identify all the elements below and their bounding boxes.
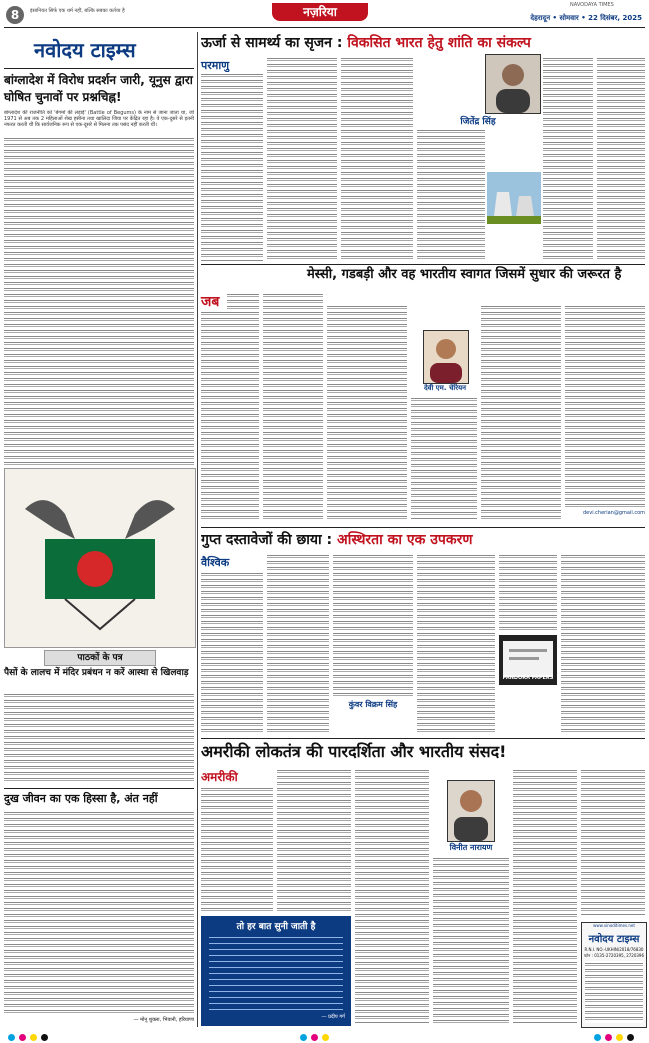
left-column — [4, 30, 194, 1030]
middle-story — [201, 266, 645, 526]
middle-email[interactable]: devi.cherian@gmail.com — [582, 510, 645, 516]
secret-col4 — [417, 553, 495, 735]
imprint-website[interactable]: www.vinoditimes.net — [593, 923, 635, 928]
bottom-author-photo — [447, 780, 495, 842]
secret-col1 — [201, 571, 263, 735]
secret-story — [201, 529, 645, 737]
bottom-drop-word: अमरीकी — [201, 770, 238, 784]
letters-banner: पाठकों के पत्र — [44, 650, 156, 666]
secret-headline-part2: अस्थिरता का एक उपकरण — [337, 532, 473, 548]
bottom-col4 — [433, 856, 509, 1024]
secret-col5 — [499, 553, 557, 633]
middle-col6 — [565, 304, 645, 508]
brand-rule — [4, 68, 194, 69]
top-col5 — [543, 56, 593, 262]
bottom-story — [201, 740, 645, 1030]
top-story — [201, 32, 645, 264]
color-dot — [616, 1034, 623, 1041]
left-body-text — [4, 136, 194, 466]
imprint-lines — [585, 961, 643, 1023]
color-dot — [8, 1034, 15, 1041]
rule-secret — [201, 738, 645, 739]
secret-subhead: कुंवर विक्रम सिंह — [348, 700, 398, 709]
middle-col3 — [327, 304, 407, 520]
color-dot — [311, 1034, 318, 1041]
secret-col6 — [561, 553, 645, 735]
letter1-body — [4, 692, 194, 784]
page-number-badge: 8 — [6, 6, 24, 24]
tear-line — [65, 599, 135, 629]
secret-col3 — [333, 553, 413, 697]
rule-top — [201, 264, 645, 265]
masthead-small: NAVODAYA TIMES — [570, 2, 614, 8]
header-rule — [4, 27, 645, 28]
bottom-col3 — [355, 768, 429, 1024]
bottom-col5 — [513, 768, 577, 1024]
imprint-brand: नवोदय टाइम्स — [588, 934, 640, 945]
color-dot — [19, 1034, 26, 1041]
pandora-caption: PANDORA PAPERS — [502, 675, 554, 681]
nuclear-plant-image — [487, 172, 541, 224]
letter2-heading: दुख जीवन का एक हिस्सा है, अंत नहीं — [4, 792, 158, 805]
poem-lines — [209, 934, 343, 1012]
secret-col2 — [267, 553, 329, 735]
top-author: जितेंद्र सिंह — [460, 117, 496, 127]
left-headline: बांग्लादेश में विरोध प्रदर्शन जारी, यूनुस द्वारा घोषित चुनावों पर प्रश्नचिह्न! — [4, 73, 193, 104]
middle-col1 — [201, 310, 259, 520]
rule-middle — [201, 527, 645, 528]
top-drop-word: परमाणु — [201, 59, 230, 72]
middle-author: देवी एम. चेरियन — [423, 384, 467, 392]
cartoon-illustration — [4, 468, 196, 648]
bottom-headline: अमरीकी लोकतंत्र की पारदर्शिता और भारतीय संसद! — [201, 742, 507, 761]
top-col4 — [417, 128, 485, 262]
top-quote: इंसानियत सिर्फ एक धर्म नहीं, बल्कि सबका कर्तव्य है — [30, 8, 125, 14]
top-headline-part1: ऊर्जा से सामर्थ्य का सृजन : — [201, 35, 343, 51]
author-photo — [485, 54, 541, 114]
color-dot — [605, 1034, 612, 1041]
letter-rule — [4, 788, 194, 789]
edition-line: देहरादून • सोमवार • 22 दिसंबर, 2025 — [530, 14, 642, 22]
footer-color-bar — [0, 1032, 649, 1043]
bottom-col2 — [277, 768, 351, 914]
top-col3 — [341, 56, 413, 262]
imprint-reg: R.N.I. NO.-UKHIN/2018/76830 — [584, 947, 644, 952]
middle-col4 — [411, 396, 477, 520]
poem-title: तो हर बात सुनी जाती है — [236, 922, 316, 932]
secret-headline-part1: गुप्त दस्तावेजों की छाया : — [201, 532, 333, 548]
cartoon-svg — [5, 469, 195, 647]
secret-headline — [201, 531, 645, 549]
top-col2 — [267, 56, 337, 262]
color-dot — [30, 1034, 37, 1041]
hand-right — [125, 500, 175, 539]
brand-logo: नवोदय टाइम्स — [34, 38, 136, 62]
color-dot — [300, 1034, 307, 1041]
color-dots-left — [8, 1034, 48, 1041]
section-title-banner: नज़रिया — [272, 3, 368, 21]
imprint-box — [581, 922, 647, 1028]
top-story-headline — [201, 34, 645, 52]
bottom-author: विनीत नारायण — [449, 843, 493, 852]
top-headline-part2: विकसित भारत हेतु शांति का संकल्प — [347, 35, 531, 51]
poem-signature: — प्रदीप गर्ग — [321, 1014, 345, 1020]
middle-col2 — [263, 292, 323, 520]
column-divider — [197, 32, 198, 1027]
left-lead: बांग्लादेश की राजनीति को 'बेगमों की लड़ाई' (Battle of Begums) के नाम से जाना जाता था, जो 1971 से अब तक 2 महिलाओं शेख हसीना तथा खालिदा जिया पर केंद्रित रहा है। वे एक-दूसरे से इतनी नफरत करती थीं कि सार्वजनिक रूप से एक-दूसरे से मिलना तक पसंद नहीं करती थीं। — [4, 110, 194, 128]
hand-left — [25, 500, 75, 539]
top-col6 — [597, 56, 645, 262]
page-header — [0, 0, 649, 30]
middle-col1b — [227, 292, 259, 310]
color-dot — [322, 1034, 329, 1041]
flag-disc — [77, 551, 113, 587]
color-dot — [627, 1034, 634, 1041]
letter1-heading: पैसों के लालच में मंदिर प्रबंधन न करें आस्था से खिलवाड़ — [4, 668, 189, 678]
bottom-col6 — [581, 768, 645, 916]
middle-drop-word: जब — [201, 294, 220, 310]
top-col1 — [201, 72, 263, 262]
middle-author-photo — [423, 330, 469, 384]
middle-headline: मेस्सी, गडबड़ी और वह भारतीय स्वागत जिसमें सुधार की जरूरत है — [307, 267, 622, 282]
color-dots-center — [300, 1034, 329, 1041]
middle-col5 — [481, 304, 561, 520]
secret-drop-word: वैश्विक — [201, 556, 230, 569]
color-dot — [594, 1034, 601, 1041]
letter2-body — [4, 810, 194, 1015]
poem-box — [201, 916, 351, 1026]
pandora-papers-image — [499, 635, 557, 685]
color-dots-right — [594, 1034, 634, 1041]
color-dot — [41, 1034, 48, 1041]
letter2-signature: — मोनू शुक्ला, भिवानी, हरियाणा — [133, 1017, 194, 1023]
bottom-col1 — [201, 786, 273, 914]
imprint-phone: फोन : 0135-2720395, 2720396 — [583, 953, 645, 958]
